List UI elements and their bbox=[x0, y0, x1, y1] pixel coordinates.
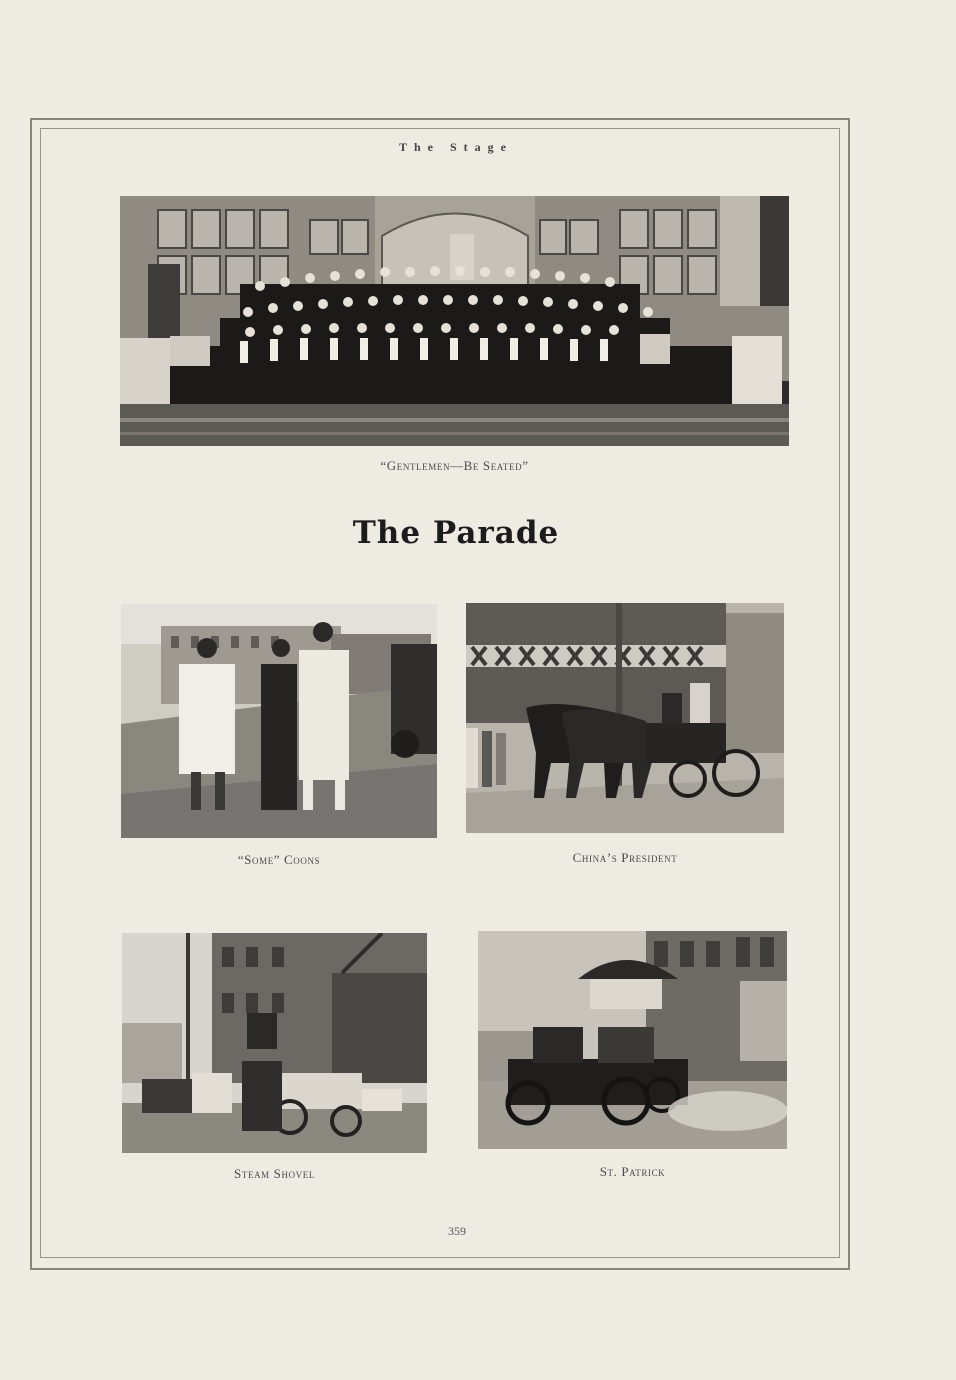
running-head: The Stage bbox=[399, 140, 513, 154]
page-number: 359 bbox=[448, 1224, 466, 1238]
photo-steam-shovel bbox=[122, 933, 427, 1153]
caption-steam-shovel: Steam Shovel bbox=[234, 1166, 315, 1181]
caption-st-patrick: St. Patrick bbox=[599, 1164, 666, 1179]
photo-some-coons bbox=[121, 604, 437, 838]
photo-chinas-president bbox=[466, 603, 784, 833]
section-title: The Parade bbox=[352, 515, 560, 551]
caption-some-coons: “Some” Coons bbox=[237, 852, 321, 867]
caption-gentlemen-be-seated: “Gentlemen—Be Seated” bbox=[380, 458, 529, 473]
caption-chinas-president: China’s President bbox=[572, 850, 678, 865]
photo-gentlemen-be-seated bbox=[120, 196, 789, 446]
photo-st-patrick bbox=[478, 931, 787, 1149]
